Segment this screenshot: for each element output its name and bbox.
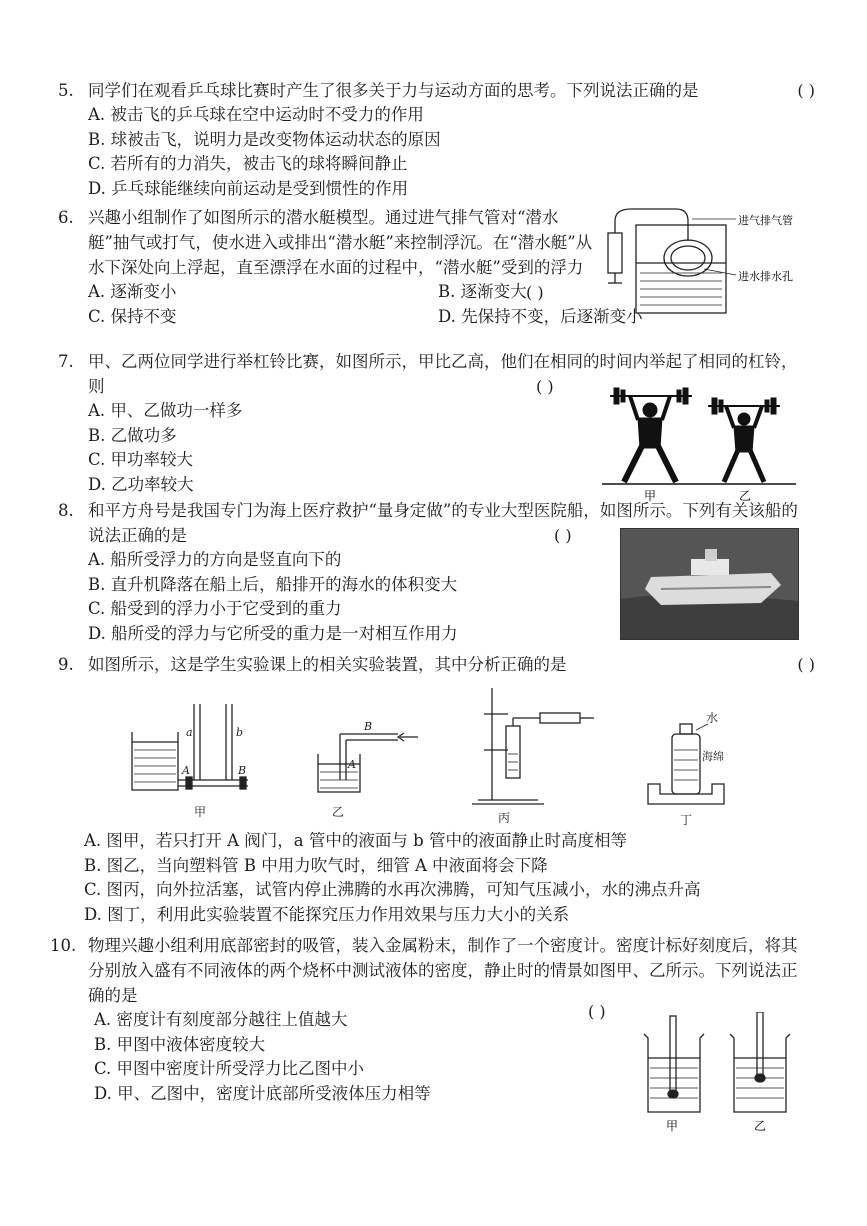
option: B. 甲图中液体密度较大 [94,1034,266,1054]
question-9 [58,652,815,677]
option: C. 船受到的浮力小于它受到的重力 [88,599,342,618]
question-number: 10. [50,936,77,955]
option: B. 直升机降落在船上后，船排开的海水的体积变大 [88,574,458,594]
question-stem: 甲、乙两位同学进行举杠铃比赛，如图所示，甲比乙高，他们在相同的时间内举起了相同的杠铃，则 [88,352,798,396]
figure-label: 甲 [666,1119,679,1133]
question-5 [58,78,815,201]
figure-label: 乙 [332,805,345,819]
figure-label: B [238,764,247,777]
answer-blank: ( ) [554,526,572,545]
option: C. 图丙，向外拉活塞，试管内停止沸腾的水再次沸腾，可知气压减小，水的沸点升高 [84,880,701,899]
figure-label: 乙 [739,489,752,503]
figure-label: 海绵 [702,750,724,763]
answer-blank: ( ) [588,1002,606,1021]
figure-label: a [186,726,193,739]
answer-blank: ( ) [526,283,544,302]
option: A. 密度计有刻度部分越往上值越大 [94,1010,348,1029]
question-number: 7. [58,352,74,371]
question-stem: 和平方舟号是我国专门为海上医疗救护“量身定做”的专业大型医院船，如图所示。下列有关该船的说法正确的是 [88,501,798,545]
option: D. 先保持不变，后逐渐变小 [438,306,643,326]
answer-blank: ( ) [797,81,815,100]
question-stem: 物理兴趣小组利用底部密封的吸管，装入金属粉末，制作了一个密度计。密度计标好刻度后，将其分别放入盛有不同液体的两个烧杯中测试液体的密度，静止时的情景如图甲、乙所示。下列说法正确的是 [88,936,798,1005]
hydrometer-figure [638,1012,798,1134]
question-stem: 如图所示，这是学生实验课上的相关实验装置，其中分析正确的是 [88,655,567,674]
option: C. 甲功率较大 [88,450,194,469]
option: D. 甲、乙图中，密度计底部所受液体压力相等 [94,1083,431,1103]
figure-label: 甲 [644,489,657,503]
figure-label: 乙 [754,1119,767,1133]
option: D. 图丁，利用此实验装置不能探究压力作用效果与压力大小的关系 [84,904,570,924]
figure-label: 进水排水孔 [738,270,793,283]
question-number: 5. [58,81,74,100]
submarine-figure [596,203,806,318]
figure-label: 进气排气管 [738,214,793,227]
question-number: 9. [58,655,74,674]
weightlifting-figure [600,378,800,503]
option: D. 乒乓球能继续向前运动是受到惯性的作用 [88,178,409,198]
option: A. 逐渐变小 [88,282,177,301]
option: A. 被击飞的乒乓球在空中运动时不受力的作用 [88,105,424,124]
option: B. 球被击飞，说明力是改变物体运动状态的原因 [88,129,441,149]
question-number: 6. [58,208,74,227]
option: C. 若所有的力消失，被击飞的球将瞬间静止 [88,154,408,173]
figure-label: A [182,764,190,777]
option: B. 乙做功多 [88,425,177,445]
option: D. 船所受的浮力与它所受的重力是一对相互作用力 [88,623,458,643]
figure-label: 丁 [680,813,693,826]
option: C. 甲图中密度计所受浮力比乙图中小 [94,1059,365,1078]
option: B. 逐渐变大 [438,282,527,301]
question-9-options [84,829,799,927]
option: D. 乙功率较大 [88,474,194,494]
figure-label: b [236,726,244,739]
answer-blank: ( ) [536,377,554,396]
option: A. 图甲，若只打开 A 阀门，a 管中的液面与 b 管中的液面静止时高度相等 [84,831,627,850]
answer-blank: ( ) [797,655,815,674]
hospital-ship-photo [620,528,799,640]
option: B. 图乙，当向塑料管 B 中用力吹气时，细管 A 中液面将会下降 [84,855,548,875]
figure-label: A [348,758,356,771]
figure-label: 水 [706,711,719,725]
question-stem: 同学们在观看乒乓球比赛时产生了很多关于力与运动方面的思考。下列说法正确的是 [88,81,699,100]
figure-label: 丙 [498,811,511,825]
option: C. 保持不变 [88,306,177,326]
option: A. 船所受浮力的方向是竖直向下的 [88,550,342,569]
question-number: 8. [58,501,74,520]
experiment-figures [128,684,728,826]
figure-label: B [364,720,373,733]
figure-label: 甲 [194,805,207,819]
question-stem: 兴趣小组制作了如图所示的潜水艇模型。通过进气排气管对“潜水艇”抽气或打气，使水进入或排出“潜水艇”来控制浮沉。在“潜水艇”从水下深处向上浮起，直至漂浮在水面的过程中，“潜水艇”受到的浮力 [88,208,593,277]
option: A. 甲、乙做功一样多 [88,401,243,420]
